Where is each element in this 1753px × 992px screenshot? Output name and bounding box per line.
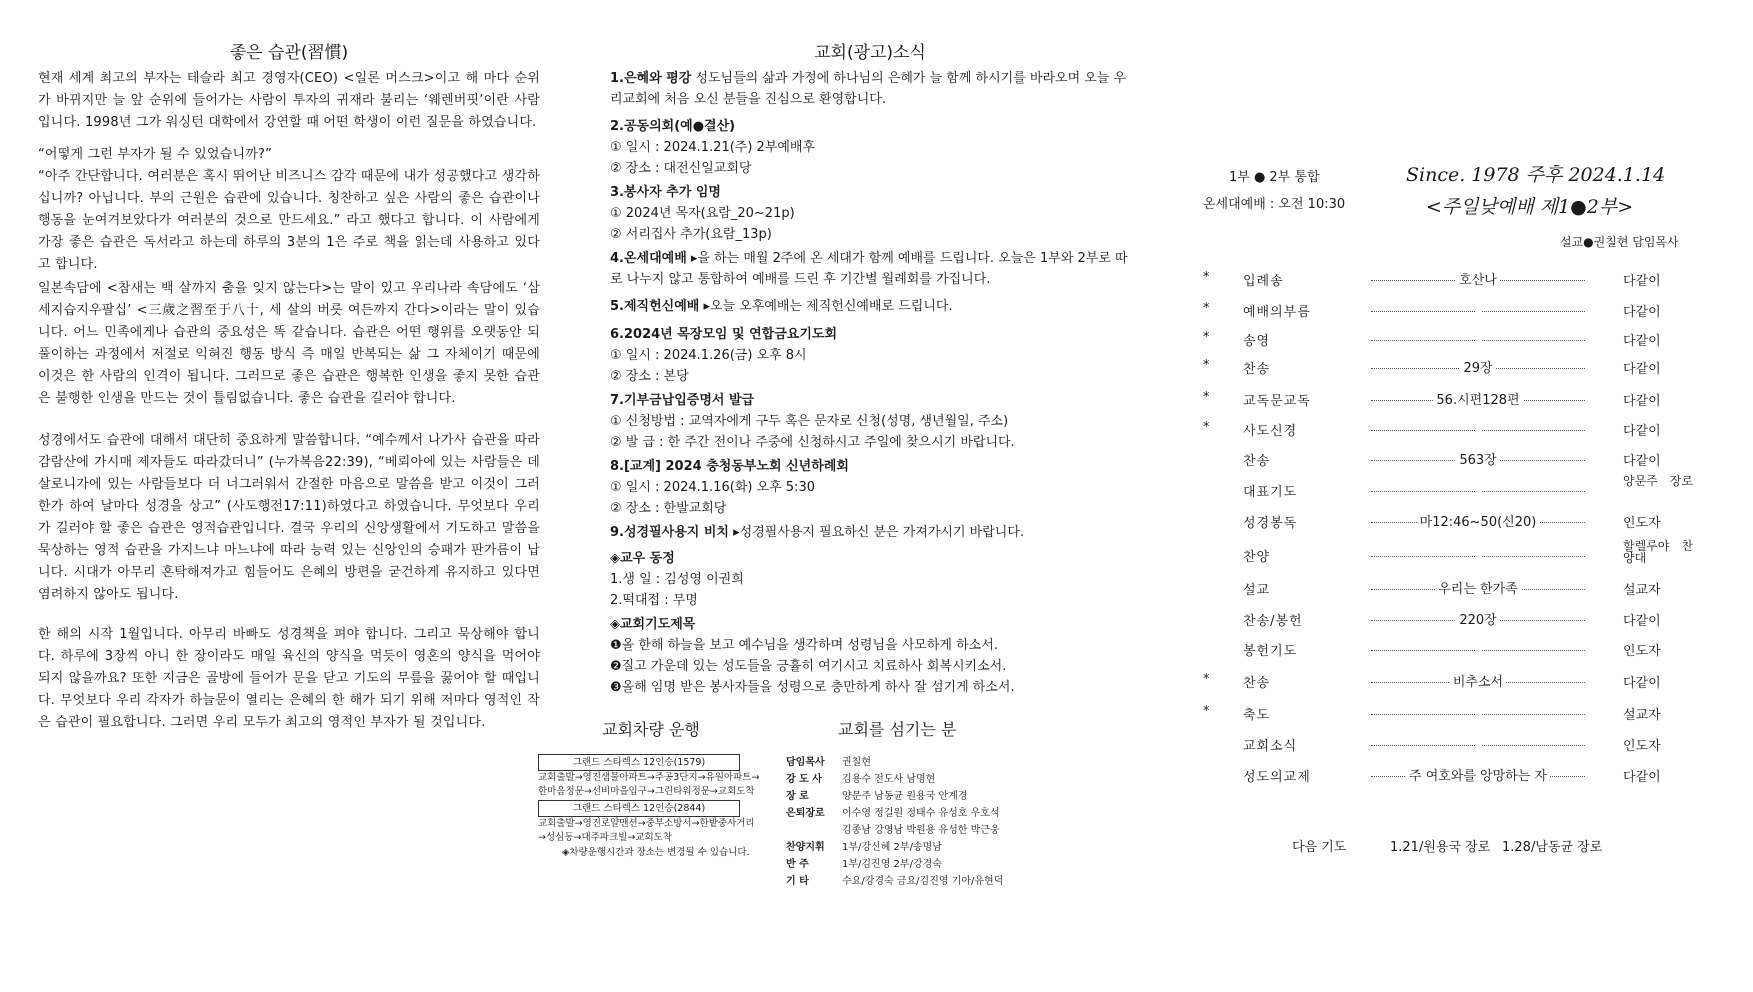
worship-order-row bbox=[1203, 390, 1733, 412]
since-date: Since. 1978 주후 2024.1.14 bbox=[1406, 164, 1666, 186]
next-prayer-1: 1.21/원용국 장로 bbox=[1390, 840, 1491, 855]
news-item-line: ① 일시 : 2024.1.16(화) 오후 5:30 bbox=[610, 480, 815, 495]
worship-order-star: * bbox=[1203, 270, 1210, 285]
minister-names: 수요/강경숙 금요/김진영 기아/유현덕 bbox=[842, 876, 1004, 887]
minister-names: 이수영 정길원 정태수 유성호 우호석 bbox=[842, 808, 1000, 819]
worship-order-star: * bbox=[1203, 420, 1210, 435]
vehicle-bus-2: 그랜드 스타렉스 12인승(2844) bbox=[538, 800, 740, 817]
worship-order-by: 다같이 bbox=[1623, 770, 1661, 785]
ministers-title: 교회를 섬기는 분 bbox=[838, 720, 957, 739]
worship-order-detail bbox=[1371, 357, 1585, 376]
worship-order-detail bbox=[1371, 419, 1585, 434]
worship-order-by: 다같이 bbox=[1623, 454, 1661, 469]
worship-order-detail-text: 220장 bbox=[1456, 613, 1499, 628]
worship-order-detail bbox=[1371, 545, 1585, 560]
worship-order-name: 대표기도 bbox=[1243, 485, 1298, 500]
worship-order-name: 교독문교독 bbox=[1243, 394, 1311, 409]
news-item-head: 2.공동의회(예●결산) bbox=[610, 119, 736, 134]
worship-order-name: 찬송 bbox=[1243, 676, 1271, 691]
minister-row bbox=[786, 771, 935, 788]
worship-order-row bbox=[1203, 640, 1733, 662]
minister-role: 담임목사 bbox=[786, 757, 825, 768]
minister-row bbox=[786, 788, 967, 805]
news-item bbox=[610, 390, 1135, 453]
minister-role: 장 로 bbox=[786, 791, 809, 802]
next-prayer-2: 1.28/남동균 장로 bbox=[1502, 840, 1603, 855]
worship-order-name: 찬송 bbox=[1243, 362, 1271, 377]
minister-names: 김용수 전도사 남명현 bbox=[842, 774, 936, 785]
worship-order-by: 인도자 bbox=[1623, 739, 1661, 754]
worship-order-row bbox=[1203, 539, 1733, 568]
vehicle-bus-1: 그랜드 스타렉스 12인승(1579) bbox=[538, 754, 740, 771]
minister-names: 권칠현 bbox=[842, 757, 871, 768]
news-item-line: 2.떡대접 : 무명 bbox=[610, 593, 698, 608]
worship-order-detail-text bbox=[1475, 639, 1481, 654]
news-item-line: 1.생 일 : 김성영 이권희 bbox=[610, 572, 744, 587]
news-item bbox=[610, 116, 1135, 179]
worship-order-detail bbox=[1371, 329, 1585, 344]
minister-role: 찬양지휘 bbox=[786, 842, 825, 853]
worship-order-detail bbox=[1371, 703, 1585, 718]
minister-names: 양문주 남동균 원용국 안계경 bbox=[842, 791, 968, 802]
worship-order-row bbox=[1203, 735, 1733, 757]
vehicle-route: →성심동→대주파크빌→교회도착 bbox=[538, 832, 673, 843]
worship-order-by: 양문주 장로 bbox=[1623, 474, 1693, 488]
worship-order-row bbox=[1203, 766, 1733, 788]
essay-paragraph: 일본속담에 <참새는 백 살까지 춤을 잊지 않는다>는 말이 있고 우리나라 속담에도 ‘삼세지습지우팔십’ <三歲之習至于八十, 세 살의 버릇 여든까지 간다>이라는 말이 있습니다. 어느 민족에게나 습관의 중요성은 똑 같습니다. 습관은 어떤 행위를 오랫동안 되풀이하는 과정에서 저절로 익혀진 행동 방식 즉 매일 반복되는 삶 그 자체이기 때문에 이것은 한 사람의 인격이 됩니다. 그러므로 좋은 습관은 행복한 인생을 좋지 못한 습관은 불행한 인생을 만드는 것이 틀림없습니다. 좋은 습관을 길러야 합니다. bbox=[38, 281, 540, 406]
news-item-line: ① 일시 : 2024.1.21(주) 2부예배후 bbox=[610, 140, 816, 155]
news-item-head: 3.봉사자 추가 임명 bbox=[610, 185, 721, 200]
worship-order-star: * bbox=[1203, 301, 1210, 316]
worship-order-row bbox=[1203, 672, 1733, 694]
news-item-line: ❸올해 임명 받은 봉사자들을 성령으로 충만하게 하사 잘 섬기게 하소서. bbox=[610, 680, 1015, 695]
worship-order-star: * bbox=[1203, 672, 1210, 687]
news-item-line: ② 장소 : 한발교회당 bbox=[610, 501, 727, 516]
news-item-line: ② 장소 : 대전신일교회당 bbox=[610, 161, 752, 176]
worship-order-by: 다같이 bbox=[1623, 614, 1661, 629]
news-item-text: 성도님들의 삶과 가정에 하나님의 은혜가 늘 함께 하시기를 바라오며 오늘 우리교회에 처음 오신 분들을 진심으로 환영합니다. bbox=[610, 71, 1127, 107]
worship-order-detail bbox=[1371, 449, 1585, 468]
minister-role: 은퇴장로 bbox=[786, 808, 825, 819]
worship-order-name: 성도의교제 bbox=[1243, 770, 1311, 785]
news-item-head: 4.온세대예배 bbox=[610, 251, 687, 266]
news-item bbox=[610, 522, 1135, 543]
worship-order-row bbox=[1203, 301, 1733, 323]
worship-order-name: 봉헌기도 bbox=[1243, 644, 1298, 659]
worship-order-detail bbox=[1371, 734, 1585, 749]
worship-order-by: 다같이 bbox=[1623, 362, 1661, 377]
worship-order-star: * bbox=[1203, 390, 1210, 405]
vehicle-route: 교회출발→영진샘물아파트→주공3단지→유원아파트→ bbox=[538, 772, 760, 783]
worship-order-detail bbox=[1371, 671, 1585, 690]
worship-order-detail-text bbox=[1475, 480, 1481, 495]
worship-order-detail-text bbox=[1475, 300, 1481, 315]
worship-order-detail-text: 주 여호와를 앙망하는 자 bbox=[1406, 769, 1550, 784]
worship-order-detail bbox=[1371, 511, 1585, 530]
news-item bbox=[610, 324, 1135, 387]
essay-paragraph: “아주 간단합니다. 여러분은 혹시 뛰어난 비즈니스 감각 때문에 내가 성공했다고 생각하십니까? 아닙니다. 부의 근원은 습관에 있습니다. 칭찬하고 싶은 사람의 좋은 습관이나 행동을 눈여겨보았다가 여러분의 것으로 만드세요.” 라고 했다고 합니다. 이 사람에게 가장 좋은 습관은 독서라고 하는데 하루의 3분의 1은 주로 책을 읽는데 사용하고 있다고 합니다. bbox=[38, 169, 540, 272]
news-item-line: ① 신청방법 : 교역자에게 구두 혹은 문자로 신청(성명, 생년월일, 주소) bbox=[610, 414, 1009, 429]
worship-order-name: 찬송 bbox=[1243, 454, 1271, 469]
essay-paragraph: 한 해의 시작 1월입니다. 아무리 바빠도 성경책을 펴야 합니다. 그리고 묵상해야 합니다. 하루에 3장씩 아니 한 장이라도 매일 육신의 양식을 먹듯이 영혼의 양식을 먹어야 되지 않을까요? 또한 지금은 골방에 들어가 문을 닫고 기도의 무릎을 꿇어야 할 때입니다. 무엇보다 우리 각자가 하늘문이 열리는 은혜의 한 해가 되기 위해 저마다 영적인 작은 습관이 필요합니다. 그러면 우리 모두가 최고의 영적인 부자가 될 것입니다. bbox=[38, 627, 540, 730]
worship-order-name: 송영 bbox=[1243, 334, 1271, 349]
minister-row bbox=[786, 839, 942, 856]
news-item-line: ② 장소 : 본당 bbox=[610, 369, 689, 384]
news-item-head: ◈교회기도제목 bbox=[610, 617, 696, 632]
minister-row bbox=[786, 754, 871, 771]
worship-order-star: * bbox=[1203, 358, 1210, 373]
worship-order-detail bbox=[1371, 389, 1585, 408]
worship-order-row bbox=[1203, 330, 1733, 352]
essay-paragraph: “어떻게 그런 부자가 될 수 있었습니까?” bbox=[38, 147, 273, 162]
worship-order-by: 다같이 bbox=[1623, 424, 1661, 439]
worship-order-by: 할렐루야 찬양대 bbox=[1623, 539, 1693, 565]
worship-order-detail-text: 마12:46~50(신20) bbox=[1417, 515, 1540, 530]
worship-order-row bbox=[1203, 450, 1733, 472]
minister-role: 강 도 사 bbox=[786, 774, 822, 785]
news-item-head: ◈교우 동정 bbox=[610, 551, 675, 566]
minister-role: 반 주 bbox=[786, 859, 809, 870]
worship-order-detail-text bbox=[1475, 545, 1481, 560]
minister-names: 김종남 강영남 박원용 유성한 박근웅 bbox=[842, 825, 1000, 836]
worship-order-detail-text: 56.시편128편 bbox=[1433, 393, 1522, 408]
news-item-head: 6.2024년 목장모임 및 연합금요기도회 bbox=[610, 327, 837, 342]
news-item-line: ① 2024년 목자(요람_20~21p) bbox=[610, 206, 795, 221]
worship-order-row bbox=[1203, 358, 1733, 380]
worship-order-name: 축도 bbox=[1243, 708, 1271, 723]
worship-order-name: 찬양 bbox=[1243, 550, 1271, 565]
essay-paragraph: 현재 세계 최고의 부자는 테슬라 최고 경영자(CEO) <일론 머스크>이고 해 마다 순위가 바뀌지만 늘 앞 순위에 들어가는 사람이 투자의 귀재라 불리는 ‘웨렌버핏’이란 사람입니다. 1998년 그가 워싱턴 대학에서 강연할 때 어떤 학생이 이런 질문을 하였습니다. bbox=[38, 71, 540, 130]
worship-order-row bbox=[1203, 474, 1733, 503]
worship-order-by: 설교자 bbox=[1623, 708, 1661, 723]
worship-order-name: 교회소식 bbox=[1243, 739, 1298, 754]
worship-order-detail bbox=[1371, 639, 1585, 654]
worship-order-by: 다같이 bbox=[1623, 274, 1661, 289]
minister-row bbox=[786, 822, 1000, 839]
vehicle-route: 교회출발→영진로얄맨션→중부소방서→한밭중사거리 bbox=[538, 818, 755, 829]
vehicle-route: 한마음정문→선비마을입구→그린타워정문→교회도착 bbox=[538, 786, 755, 797]
worship-order-by: 다같이 bbox=[1623, 394, 1661, 409]
news-item-head: 5.제직헌신예배 bbox=[610, 299, 700, 314]
worship-order-by: 인도자 bbox=[1623, 644, 1661, 659]
worship-order-detail-text bbox=[1475, 703, 1481, 718]
service-combined-label: 1부 ● 2부 통합 bbox=[1229, 170, 1320, 185]
worship-order-detail bbox=[1371, 609, 1585, 628]
service-time-label: 온세대예배 : 오전 10:30 bbox=[1203, 197, 1346, 212]
worship-order-detail bbox=[1371, 480, 1585, 495]
news-title: 교회(광고)소식 bbox=[814, 43, 926, 63]
news-item bbox=[610, 614, 1135, 698]
worship-order-name: 성경봉독 bbox=[1243, 516, 1298, 531]
preacher: 설교●권칠현 담임목사 bbox=[1560, 235, 1679, 249]
essay-paragraph: 성경에서도 습관에 대해서 대단히 중요하게 말씀합니다. “예수께서 나가사 습관을 따라 감람산에 가시매 제자들도 따라갔더니” (누가복음22:39), “베뢰아에 있는 사람들은 데살로니가에 있는 사람들보다 더 너그러워서 간절한 마음으로 말씀을 받고 이것이 그러한가 하여 날마다 성경을 상고” (사도행전17:11)하였다고 하였습니다. 무엇보다 우리가 길러야 할 좋은 습관은 영적습관입니다. 결국 우리의 신앙생활에서 기도하고 말씀을 묵상하는 영적 습관을 가지느냐 마느냐에 따라 능력 있는 신앙인의 승패가 판가름이 납니다. 시대가 아무리 혼탁해져가고 힘들어도 은혜의 방편을 굳건하게 유지하고 있다면 염려하지 않아도 됩니다. bbox=[38, 433, 540, 602]
worship-order-detail bbox=[1371, 765, 1585, 784]
worship-order-detail-text: 호산나 bbox=[1456, 273, 1500, 288]
news-item-text: ▸을 하는 매월 2주에 온 세대가 함께 예배를 드립니다. 오늘은 1부와 2부로 따로 나누지 않고 통합하여 예배를 드린 후 기간별 월례회를 가집니다. bbox=[610, 251, 1128, 287]
worship-order-detail-text: 563장 bbox=[1456, 453, 1499, 468]
worship-order-by: 다같이 bbox=[1623, 676, 1661, 691]
worship-order-detail bbox=[1371, 578, 1585, 597]
worship-order-name: 사도신경 bbox=[1243, 424, 1298, 439]
news-item-head: 7.기부금납입증명서 발급 bbox=[610, 393, 755, 408]
news-item bbox=[610, 548, 1135, 611]
minister-role: 기 타 bbox=[786, 876, 809, 887]
news-item bbox=[610, 182, 1135, 245]
next-prayer-label: 다음 기도 bbox=[1292, 840, 1347, 855]
minister-row bbox=[786, 805, 1000, 822]
worship-order-row bbox=[1203, 610, 1733, 632]
worship-order-row bbox=[1203, 579, 1733, 601]
worship-order-detail-text: 비추소서 bbox=[1450, 675, 1506, 690]
worship-order-name: 설교 bbox=[1243, 583, 1271, 598]
vehicle-title: 교회차량 운행 bbox=[602, 720, 700, 739]
news-item-line: ② 발 급 : 한 주간 전이나 주중에 신청하시고 주일에 찾으시기 바랍니다. bbox=[610, 435, 1015, 450]
worship-order-name: 입례송 bbox=[1243, 274, 1284, 289]
news-item bbox=[610, 296, 1135, 317]
news-item-line: ② 서리집사 추가(요람_13p) bbox=[610, 227, 772, 242]
worship-order-by: 설교자 bbox=[1623, 583, 1661, 598]
news-item-text: ▸오늘 오후예배는 제직헌신예배로 드립니다. bbox=[699, 299, 953, 314]
news-item-line: ❶올 한해 하늘을 보고 예수님을 생각하며 성령님을 사모하게 하소서. bbox=[610, 638, 998, 653]
minister-row bbox=[786, 856, 942, 873]
worship-order-name: 예배의부름 bbox=[1243, 305, 1311, 320]
worship-order-by: 인도자 bbox=[1623, 516, 1661, 531]
news-item bbox=[610, 68, 1135, 110]
worship-order-detail-text: 29장 bbox=[1460, 361, 1495, 376]
news-item-text: ▸성경필사용지 필요하신 분은 가져가시기 바랍니다. bbox=[728, 525, 1025, 540]
worship-order-row bbox=[1203, 420, 1733, 442]
worship-order-detail bbox=[1371, 269, 1585, 288]
news-item-head: 8.[교계] 2024 충청동부노회 신년하례회 bbox=[610, 459, 849, 474]
worship-order-row bbox=[1203, 512, 1733, 534]
worship-order-row bbox=[1203, 704, 1733, 726]
worship-order-by: 다같이 bbox=[1623, 305, 1661, 320]
news-item-line: ① 일시 : 2024.1.26(금) 오후 8시 bbox=[610, 348, 807, 363]
news-item bbox=[610, 248, 1135, 290]
news-item-head: 1.은혜와 평강 bbox=[610, 71, 692, 86]
vehicle-note: ◈차량운행시간과 장소는 변경될 수 있습니다. bbox=[562, 847, 750, 858]
news-item-line: ❷질고 가운데 있는 성도들을 긍휼히 여기시고 치료하사 회복시키소서. bbox=[610, 659, 1007, 674]
essay-title: 좋은 습관(習慣) bbox=[229, 43, 349, 63]
worship-order-row bbox=[1203, 270, 1733, 292]
worship-order-detail bbox=[1371, 300, 1585, 315]
news-item-head: 9.성경필사용지 비치 bbox=[610, 525, 729, 540]
service-title: <주일낮예배 제1●2부> bbox=[1426, 196, 1634, 218]
worship-order-by: 다같이 bbox=[1623, 334, 1661, 349]
worship-order-detail-text: 우리는 한가족 bbox=[1435, 582, 1520, 597]
minister-row bbox=[786, 873, 1003, 890]
worship-order-star: * bbox=[1203, 704, 1210, 719]
worship-order-name: 찬송/봉헌 bbox=[1243, 614, 1303, 629]
minister-names: 1부/강신혜 2부/송명남 bbox=[842, 842, 942, 853]
minister-names: 1부/김진영 2부/강경숙 bbox=[842, 859, 942, 870]
worship-order-detail-text bbox=[1475, 329, 1481, 344]
news-item bbox=[610, 456, 1135, 519]
worship-order-star: * bbox=[1203, 330, 1210, 345]
worship-order-detail-text bbox=[1475, 734, 1481, 749]
worship-order-detail-text bbox=[1475, 419, 1481, 434]
